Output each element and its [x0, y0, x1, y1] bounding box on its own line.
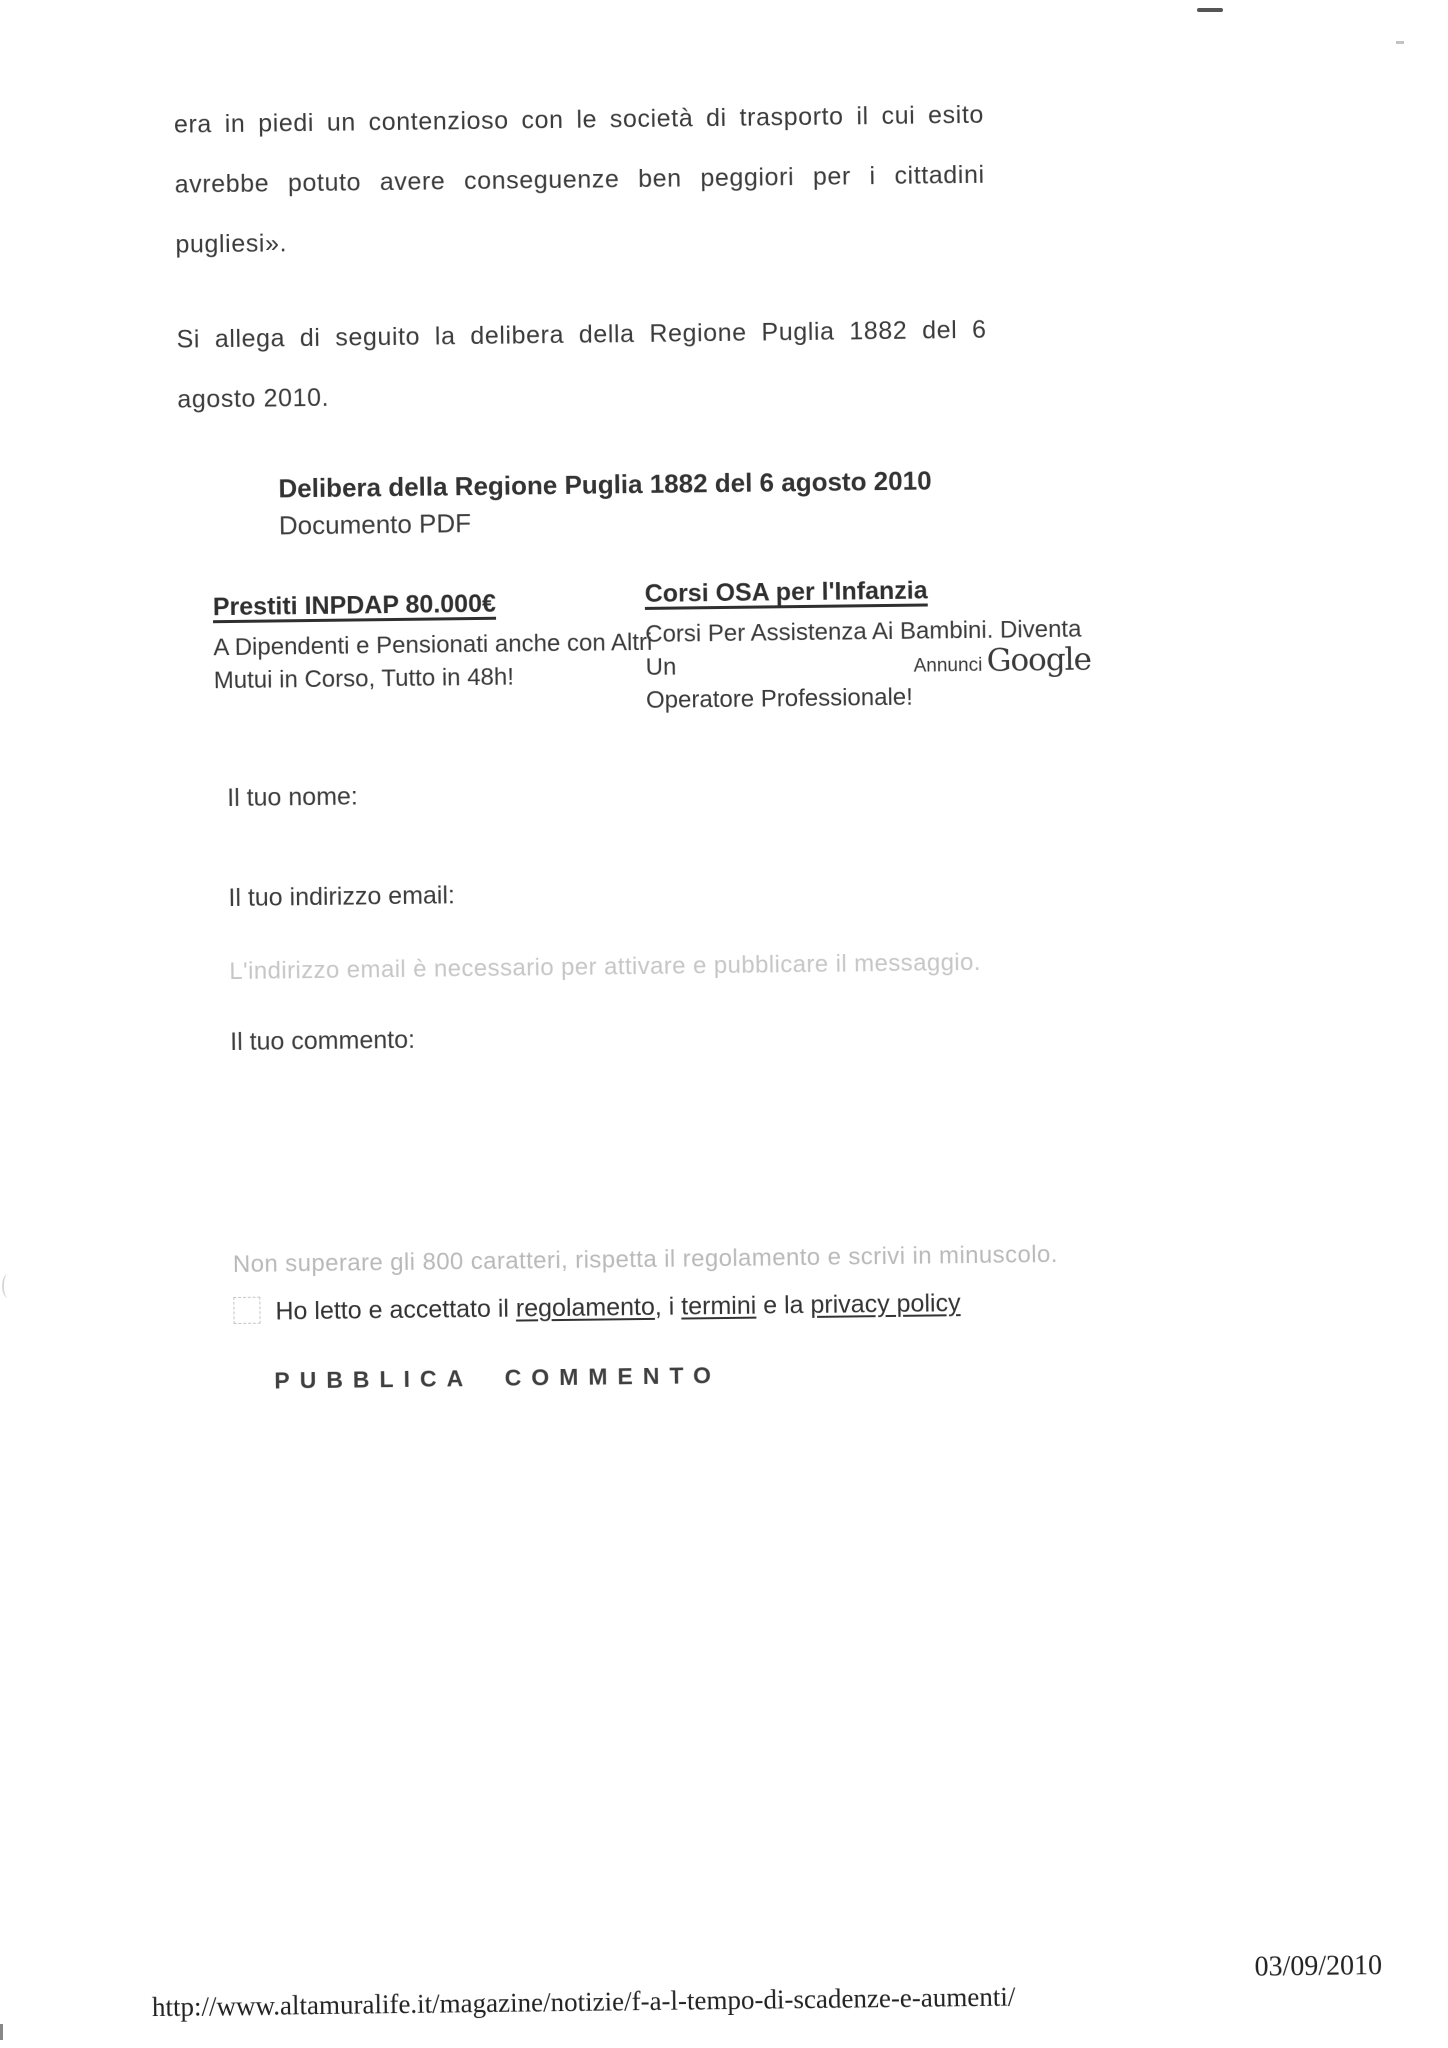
attachment-link[interactable]: Delibera della Regione Puglia 1882 del 6 agosto 2010 — [278, 465, 932, 504]
comment-rules-note: Non superare gli 800 caratteri, rispetta il regolamento e scrivi in minuscolo. — [232, 1240, 1058, 1279]
ad-title-link[interactable]: Prestiti INPDAP 80.000€ — [212, 589, 497, 622]
publish-comment-button[interactable]: PUBBLICA COMMENTO — [274, 1362, 722, 1394]
paragraph-line: era in piedi un contenzioso con le società di trasporto il cui esito — [173, 100, 985, 139]
ad-description-line: A Dipendenti e Pensionati anche con Altri — [213, 628, 653, 662]
consent-text: , i — [654, 1292, 682, 1321]
paragraph-line: Si allega di seguito la delibera della Regione Puglia 1882 del 6 — [176, 315, 987, 354]
consent-text: Ho letto e accettato il — [275, 1294, 517, 1326]
email-field-label: Il tuo indirizzo email: — [228, 881, 456, 913]
paragraph-line: agosto 2010. — [177, 383, 330, 414]
ads-by-google-label[interactable] — [913, 641, 1091, 679]
printed-page-url: http://www.altamuralife.it/magazine/notizie/f-a-l-tempo-di-scadenze-e-aumenti/ — [151, 1981, 1016, 2023]
scan-artifact-speck — [1396, 41, 1404, 44]
paragraph-line: avrebbe potuto avere conseguenze ben peggiori per i cittadini — [174, 160, 985, 199]
scan-artifact-edge-tick — [0, 2024, 3, 2040]
email-requirement-note: L'indirizzo email è necessario per attivare e pubblicare il messaggio. — [229, 948, 982, 986]
attachment-format-label: Documento PDF — [278, 508, 472, 541]
article-paragraph-2 — [176, 300, 987, 430]
google-logo: Google — [986, 641, 1092, 679]
privacy-policy-link[interactable]: privacy policy — [810, 1289, 961, 1319]
consent-statement — [275, 1289, 960, 1326]
ad-description-line: Operatore Professionale! — [645, 683, 913, 714]
name-field-label: Il tuo nome: — [227, 782, 359, 813]
ad-description-line: Mutui in Corso, Tutto in 48h! — [213, 663, 515, 695]
comment-field-label: Il tuo commento: — [230, 1025, 416, 1057]
ad-title-link[interactable]: Corsi OSA per l'Infanzia — [644, 576, 928, 608]
consent-checkbox[interactable] — [233, 1297, 260, 1324]
ad-unit-prestiti — [213, 586, 654, 697]
consent-text: e la — [756, 1290, 811, 1320]
paragraph-line: pugliesi». — [175, 229, 288, 259]
termini-link[interactable]: termini — [681, 1291, 757, 1321]
article-paragraph-1 — [174, 85, 986, 275]
printed-page-date: 03/09/2010 — [1254, 1950, 1383, 1983]
scan-artifact-smudge — [2, 1274, 14, 1298]
scan-artifact-dash — [1197, 8, 1223, 12]
annunci-label: Annunci — [913, 654, 983, 677]
regolamento-link[interactable]: regolamento — [515, 1292, 656, 1323]
ad-description-line: Corsi Per Assistenza Ai Bambini. Diventa Un — [645, 615, 1082, 681]
